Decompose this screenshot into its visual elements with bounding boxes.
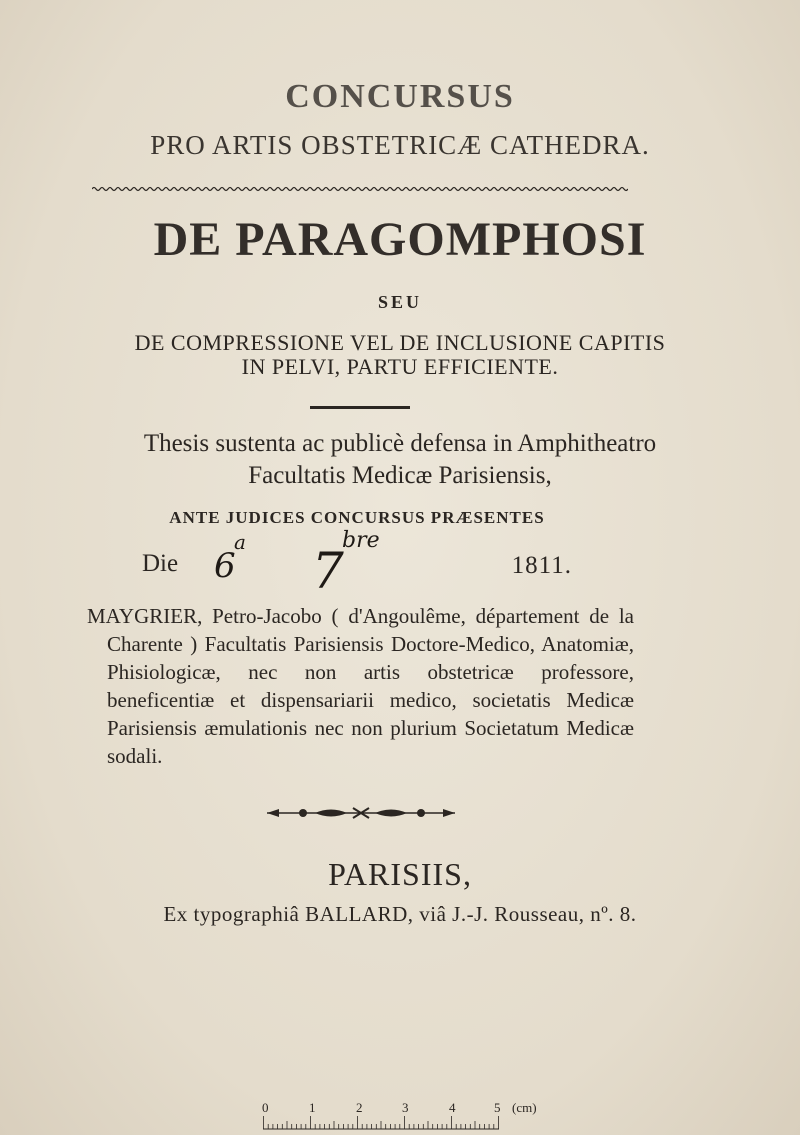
author-description: , Petro-Jacobo ( d'Angoulême, département de la Charente ) Facultatis Parisiensis Doctore-Medico, Anatomiæ, Phisiologicæ, nec non artis obstetricæ professore, beneficentiæ et dispensariarii medico, societatis Medicæ Parisiensis æmulationis nec non plurium Societatum Medicæ sodali. xyxy=(107,604,634,768)
thesis-line-1: Thesis sustenta ac publicè defensa in Amphitheatro xyxy=(143,430,657,457)
main-title: DE PARAGOMPHOSI xyxy=(153,213,647,266)
scale-label: 0 xyxy=(262,1100,269,1115)
imprint-printer: Ex typographiâ BALLARD, viâ J.-J. Rousseau, nº. 8. xyxy=(163,902,637,926)
imprint-city: PARISIIS, xyxy=(328,856,472,892)
heading-cathedra: PRO ARTIS OBSTETRICÆ CATHEDRA. xyxy=(150,130,650,160)
date-line xyxy=(142,528,572,600)
author-paragraph xyxy=(87,602,634,770)
thesis-line-2: Facultatis Medicæ Parisiensis, xyxy=(248,462,552,489)
scale-label: 2 xyxy=(356,1100,363,1115)
year: 1811. xyxy=(511,552,572,579)
seu-label: SEU xyxy=(377,292,422,312)
scale-label: 4 xyxy=(449,1100,456,1115)
ornament-icon xyxy=(265,802,457,824)
wavy-rule xyxy=(92,186,628,192)
handwritten-day: 6 xyxy=(214,546,236,586)
scale-unit: (cm) xyxy=(512,1100,537,1115)
subtitle-line-2: IN PELVI, PARTU EFFICIENTE. xyxy=(241,354,559,379)
author-name: MAYGRIER xyxy=(87,604,198,628)
scale-ruler xyxy=(263,1116,499,1130)
die-label: Die xyxy=(142,550,179,577)
heading-concursus: CONCURSUS xyxy=(285,78,515,115)
scale-label: 5 xyxy=(494,1100,501,1115)
handwritten-month: 7 xyxy=(312,542,344,600)
handwritten-month-sup: bre xyxy=(342,528,380,553)
judges-line: ANTE JUDICES CONCURSUS PRÆSENTES xyxy=(169,508,545,527)
short-rule xyxy=(310,406,410,409)
subtitle-line-1: DE COMPRESSIONE VEL DE INCLUSIONE CAPITIS xyxy=(134,330,666,355)
scale-label: 1 xyxy=(309,1100,316,1115)
scale-label: 3 xyxy=(402,1100,409,1115)
handwritten-day-sup: a xyxy=(234,530,246,554)
